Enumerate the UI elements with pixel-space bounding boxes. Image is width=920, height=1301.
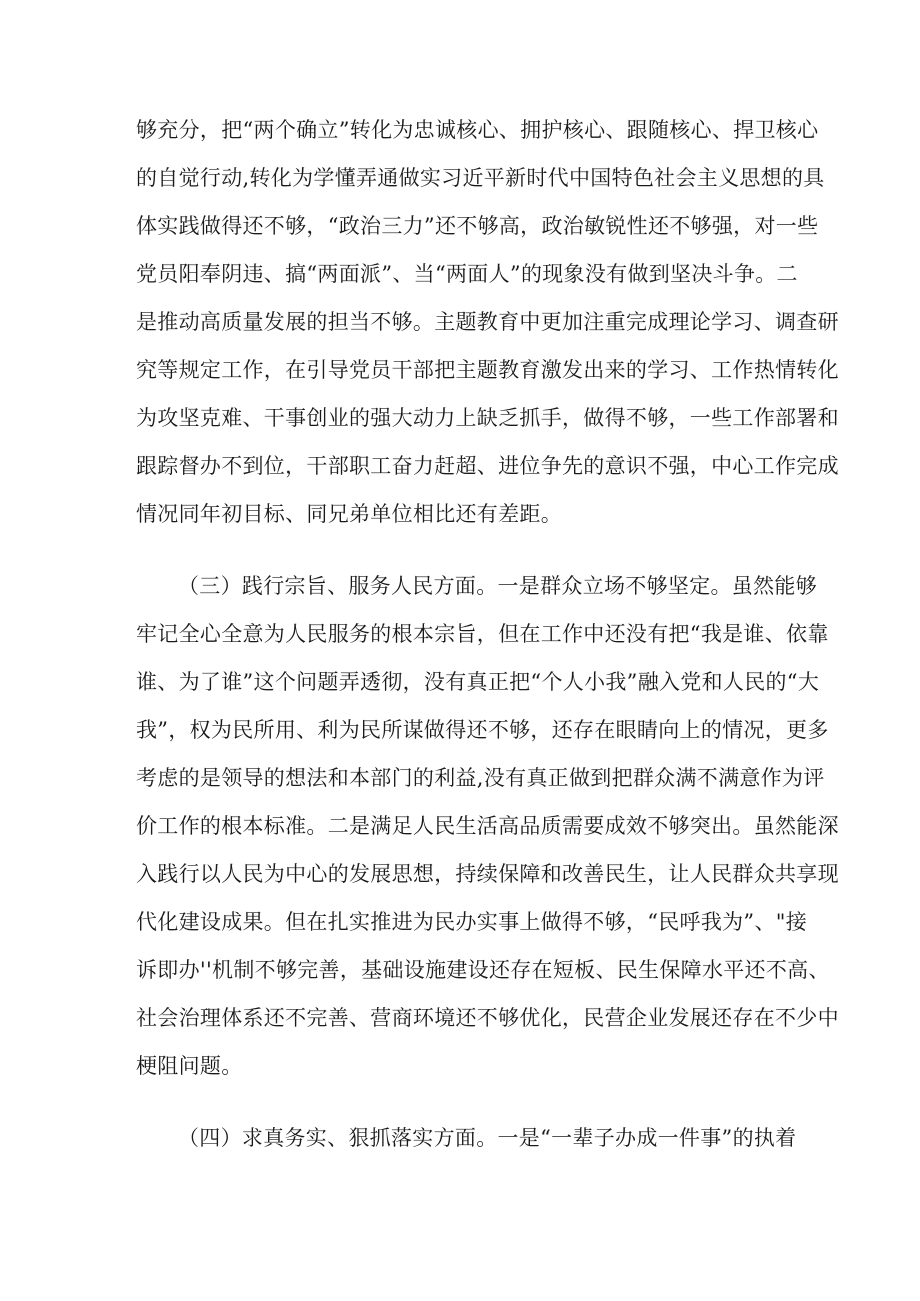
paragraph-2-line-5: 考虑的是领导的想法和本部门的利益,没有真正做到把群众满不满意作为评 [136,766,825,790]
paragraph-2-line-11: 梗阻问题。 [136,1054,243,1078]
paragraph-1-line-3: 体实践做得还不够，“政治三力”还不够高，政治敏锐性还不够强，对一些 [136,214,819,238]
paragraph-2-line-4: 我”，权为民所用、利为民所谋做得还不够，还存在眼睛向上的情况，更多 [136,718,829,742]
paragraph-2-line-10: 社会治理体系还不完善、营商环境还不够优化，民营企业发展还存在不少中 [136,1006,839,1030]
paragraph-2-line-6: 价工作的根本标准。二是满足人民生活高品质需要成效不够突出。虽然能深 [136,814,839,838]
paragraph-1-line-6: 究等规定工作，在引导党员干部把主题教育激发出来的学习、工作热情转化 [136,358,839,382]
paragraph-3-line-1: （四）求真务实、狠抓落实方面。一是“一辈子办成一件事”的执着 [178,1126,797,1150]
paragraph-1-line-1: 够充分，把“两个确立”转化为忠诚核心、拥护核心、跟随核心、捍卫核心 [136,118,819,142]
paragraph-2-line-3: 谁、为了谁”这个问题弄透彻，没有真正把“个人小我”融入党和人民的“大 [136,670,820,694]
paragraph-1-line-4: 党员阳奉阴违、搞“两面派”、当“两面人”的现象没有做到坚决斗争。二 [136,262,798,286]
paragraph-1-line-8: 跟踪督办不到位，干部职工奋力赶超、进位争先的意识不强，中心工作完成 [136,454,839,478]
paragraph-2-line-2: 牢记全心全意为人民服务的根本宗旨，但在工作中还没有把“我是谁、依靠 [136,622,829,646]
paragraph-1-line-9: 情况同年初目标、同兄弟单位相比还有差距。 [136,502,562,526]
paragraph-2-line-8: 代化建设成果。但在扎实推进为民办实事上做得不够，“民呼我为”、"接 [136,910,808,934]
paragraph-2-line-7: 入践行以人民为中心的发展思想，持续保障和改善民生，让人民群众共享现 [136,862,839,886]
paragraph-2-line-9: 诉即办''机制不够完善，基础设施建设还存在短板、民生保障水平还不高、 [136,958,830,982]
paragraph-1-line-7: 为攻坚克难、干事创业的强大动力上缺乏抓手，做得不够，一些工作部署和 [136,406,839,430]
paragraph-1-line-5: 是推动高质量发展的担当不够。主题教育中更加注重完成理论学习、调查研 [136,310,839,334]
paragraph-2-line-1: （三）践行宗旨、服务人民方面。一是群众立场不够坚定。虽然能够 [178,574,817,598]
paragraph-1-line-2: 的自觉行动,转化为学懂弄通做实习近平新时代中国特色社会主义思想的具 [136,166,825,190]
